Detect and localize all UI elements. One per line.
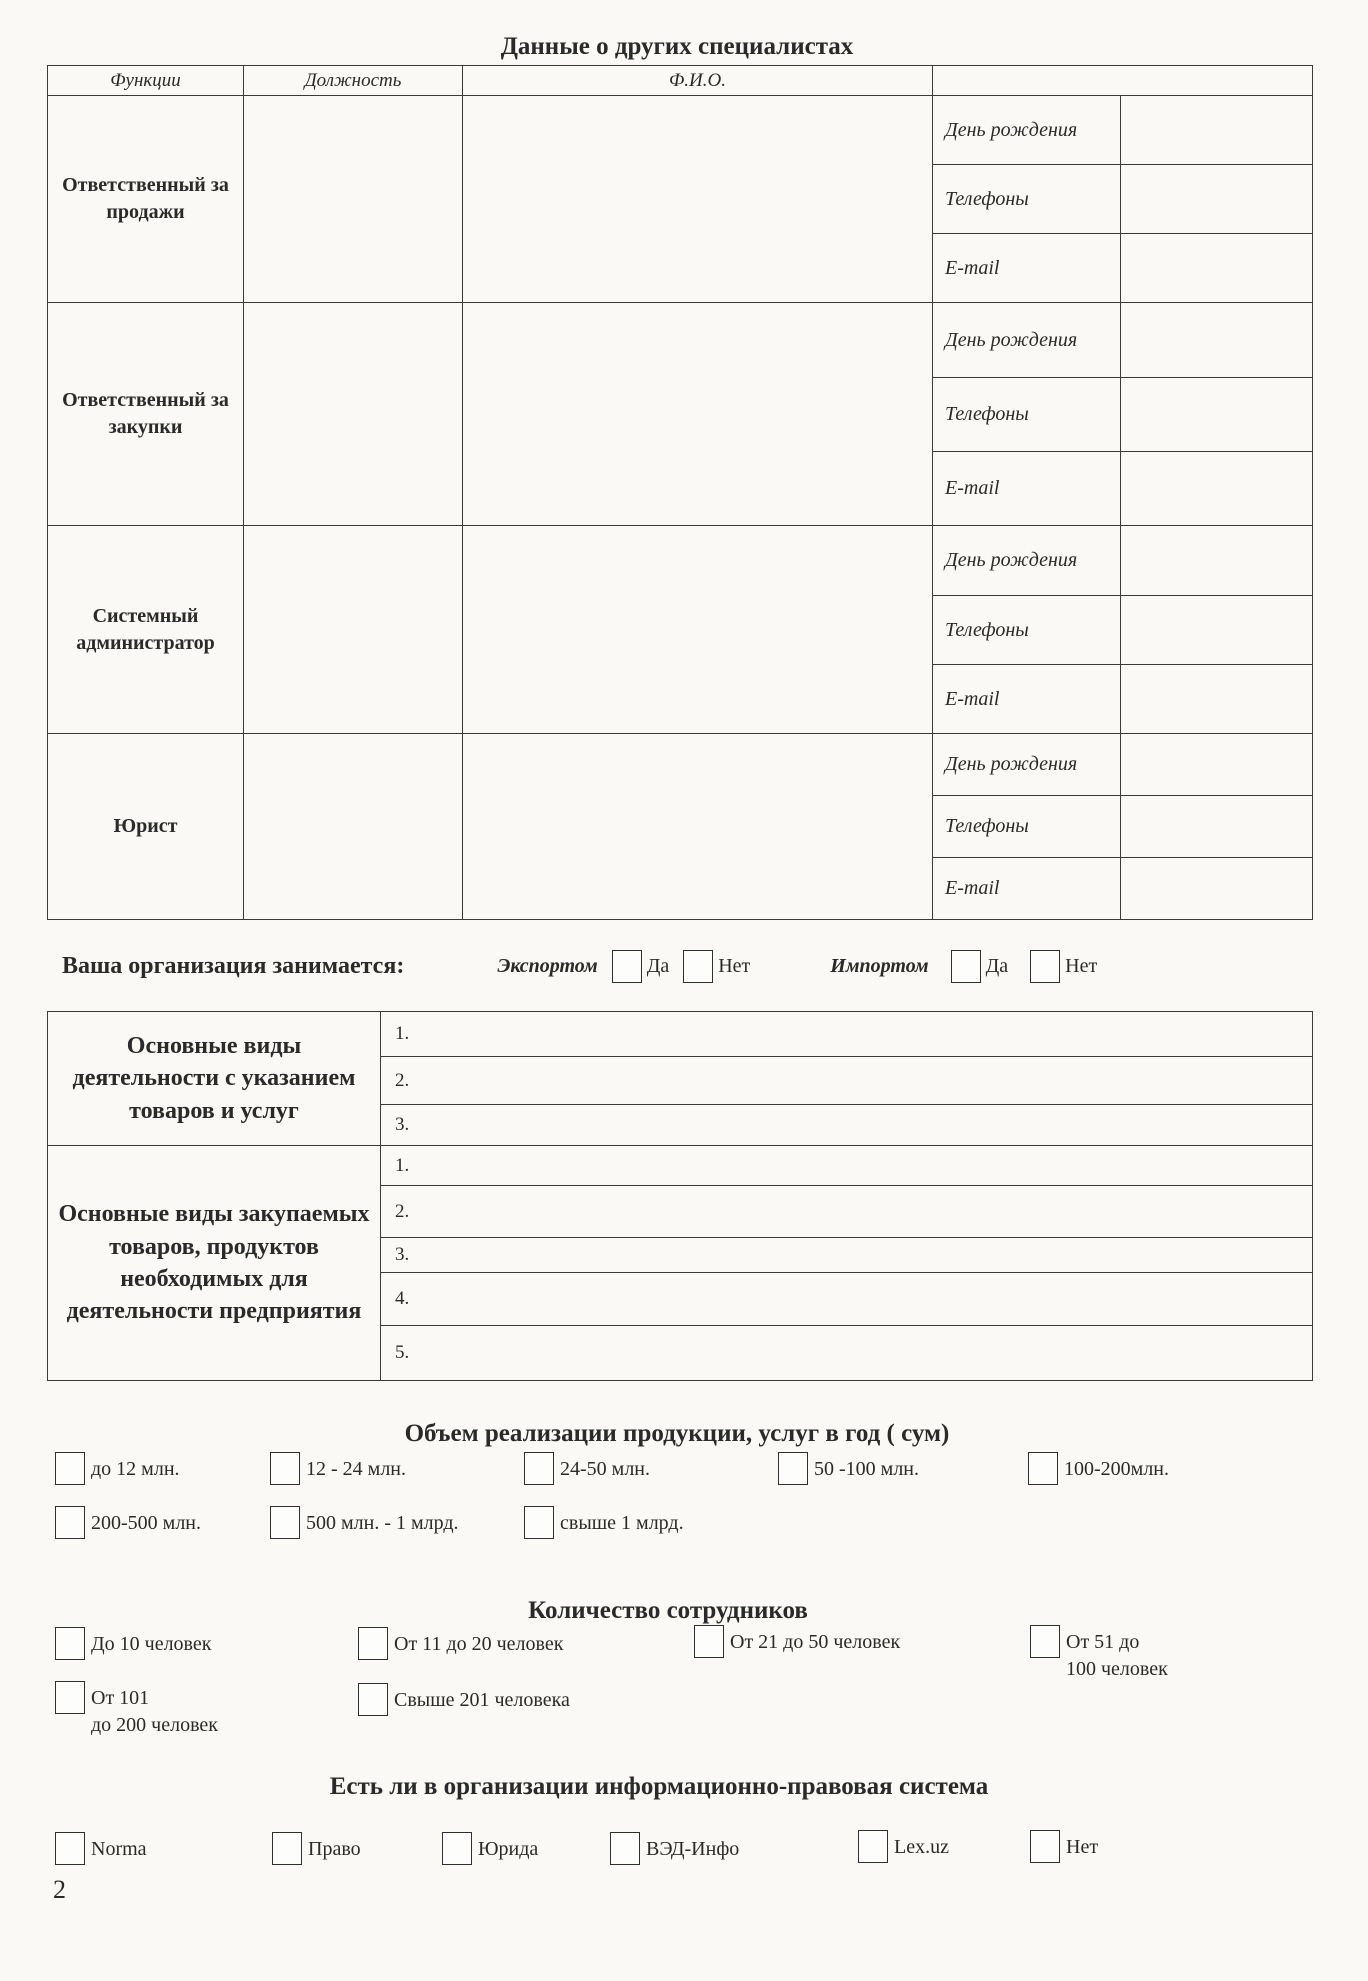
header-functions: Функции <box>48 66 244 96</box>
header-contacts <box>933 66 1313 96</box>
volume-option-label: 50 -100 млн. <box>814 1458 919 1480</box>
birthday-label: День рождения <box>933 734 1121 796</box>
volume-option-label: 12 - 24 млн. <box>306 1458 406 1480</box>
org-activity-label: Ваша организация занимается: <box>62 953 405 979</box>
export-no-checkbox[interactable] <box>683 950 713 983</box>
email-label: E-mail <box>933 858 1121 920</box>
volume-option[interactable] <box>270 1506 459 1539</box>
import-label: Импортом <box>830 955 929 977</box>
birthday-label: День рождения <box>933 303 1121 378</box>
phones-field[interactable] <box>1121 596 1313 665</box>
specialists-header-row <box>48 66 1313 96</box>
export-no-label: Нет <box>718 955 751 977</box>
full-name-field[interactable] <box>463 526 933 734</box>
volume-option[interactable] <box>55 1452 180 1485</box>
purchase-row-1[interactable]: 1. <box>381 1146 1313 1186</box>
purchase-row-3[interactable]: 3. <box>381 1238 1313 1273</box>
email-field[interactable] <box>1121 234 1313 303</box>
export-yes-checkbox[interactable] <box>612 950 642 983</box>
legal-system-option[interactable] <box>272 1832 361 1865</box>
full-name-field[interactable] <box>463 303 933 526</box>
employees-option[interactable] <box>55 1681 218 1739</box>
checkbox[interactable] <box>524 1506 554 1539</box>
legal-system-option-label: Norma <box>91 1838 147 1860</box>
phones-label: Телефоны <box>933 596 1121 665</box>
volume-option-label: 500 млн. - 1 млрд. <box>306 1512 459 1534</box>
employees-option-label: Свыше 201 человека <box>394 1689 570 1711</box>
checkbox[interactable] <box>55 1452 85 1485</box>
phones-label: Телефоны <box>933 378 1121 452</box>
birthday-field[interactable] <box>1121 526 1313 596</box>
main-activity-row-3[interactable]: 3. <box>381 1105 1313 1146</box>
role-label: Системный администратор <box>76 604 215 654</box>
purchase-row-4[interactable]: 4. <box>381 1273 1313 1326</box>
volume-option[interactable] <box>524 1452 650 1485</box>
checkbox[interactable] <box>55 1832 85 1865</box>
checkbox[interactable] <box>272 1832 302 1865</box>
volume-option[interactable] <box>55 1506 201 1539</box>
purchased-goods-label: Основные виды закупаемых товаров, продуктов необходимых для деятельности предприятия <box>48 1146 381 1381</box>
specialists-title: Данные о других специалистах <box>500 33 854 60</box>
header-position: Должность <box>244 66 463 96</box>
role-label: Ответственный за продажи <box>62 174 229 223</box>
role-sysadmin <box>48 526 244 734</box>
phones-field[interactable] <box>1121 165 1313 234</box>
volume-option-label: до 12 млн. <box>91 1458 180 1480</box>
birthday-label: День рождения <box>933 526 1121 596</box>
checkbox[interactable] <box>55 1506 85 1539</box>
checkbox[interactable] <box>524 1452 554 1485</box>
checkbox[interactable] <box>1030 1625 1060 1658</box>
checkbox[interactable] <box>778 1452 808 1485</box>
phones-field[interactable] <box>1121 378 1313 452</box>
checkbox[interactable] <box>1030 1830 1060 1863</box>
employees-option[interactable] <box>358 1627 563 1660</box>
checkbox[interactable] <box>442 1832 472 1865</box>
employees-option[interactable] <box>55 1627 211 1660</box>
purchase-row-2[interactable]: 2. <box>381 1186 1313 1238</box>
legal-system-option[interactable] <box>1030 1830 1098 1863</box>
volume-option-label: свыше 1 млрд. <box>560 1512 684 1534</box>
phones-label: Телефоны <box>933 165 1121 234</box>
volume-title: Объем реализации продукции, услуг в год ( сум) <box>404 1420 950 1447</box>
role-lawyer <box>48 734 244 920</box>
checkbox[interactable] <box>610 1832 640 1865</box>
volume-option-label: 200-500 млн. <box>91 1512 201 1534</box>
legal-system-option[interactable] <box>55 1832 147 1865</box>
volume-option[interactable] <box>1028 1452 1169 1485</box>
role-label: Юрист <box>113 815 178 837</box>
legal-system-title: Есть ли в организации информационно-правовая система <box>329 1773 989 1800</box>
email-field[interactable] <box>1121 858 1313 920</box>
volume-option-label: 24-50 млн. <box>560 1458 650 1480</box>
volume-option[interactable] <box>524 1506 684 1539</box>
email-field[interactable] <box>1121 665 1313 734</box>
activities-table <box>47 1011 1313 1381</box>
employees-option-label-line2: 100 человек <box>1066 1658 1168 1680</box>
employees-option[interactable] <box>694 1625 900 1658</box>
org-activity-row <box>62 950 1097 983</box>
position-field[interactable] <box>244 734 463 920</box>
email-label: E-mail <box>933 234 1121 303</box>
purchase-row-5[interactable]: 5. <box>381 1326 1313 1381</box>
role-sales <box>48 96 244 303</box>
email-label: E-mail <box>933 665 1121 734</box>
import-yes-label: Да <box>985 955 1009 977</box>
position-field[interactable] <box>244 526 463 734</box>
volume-option-label: 100-200млн. <box>1064 1458 1169 1480</box>
position-field[interactable] <box>244 303 463 526</box>
role-purchasing <box>48 303 244 526</box>
page-number: 2 <box>53 1875 66 1904</box>
employees-option-label: От 51 до <box>1066 1631 1140 1653</box>
checkbox[interactable] <box>358 1627 388 1660</box>
legal-system-option-label: Право <box>308 1838 361 1860</box>
import-yes-checkbox[interactable] <box>951 950 981 983</box>
checkbox[interactable] <box>270 1452 300 1485</box>
main-activity-row-1[interactable]: 1. <box>381 1012 1313 1057</box>
full-name-field[interactable] <box>463 96 933 303</box>
header-full-name: Ф.И.О. <box>463 66 933 96</box>
volume-option[interactable] <box>778 1452 919 1485</box>
birthday-field[interactable] <box>1121 303 1313 378</box>
employees-option-label: От 21 до 50 человек <box>730 1631 901 1653</box>
position-field[interactable] <box>244 96 463 303</box>
legal-system-option-label: Lex.uz <box>894 1836 949 1858</box>
employees-option-label: От 101 <box>91 1687 150 1709</box>
employees-option-label: До 10 человек <box>91 1633 212 1655</box>
checkbox[interactable] <box>1028 1452 1058 1485</box>
phones-field[interactable] <box>1121 796 1313 858</box>
employees-title: Количество сотрудников <box>528 1597 808 1624</box>
import-no-checkbox[interactable] <box>1030 950 1060 983</box>
checkbox[interactable] <box>358 1683 388 1716</box>
full-name-field[interactable] <box>463 734 933 920</box>
checkbox[interactable] <box>55 1681 85 1714</box>
employees-option-label: От 11 до 20 человек <box>394 1633 564 1655</box>
role-label: Ответственный за закупки <box>62 389 229 438</box>
checkbox[interactable] <box>270 1506 300 1539</box>
legal-system-option[interactable] <box>610 1832 739 1865</box>
volume-option[interactable] <box>270 1452 406 1485</box>
checkbox[interactable] <box>55 1627 85 1660</box>
main-activity-row-2[interactable]: 2. <box>381 1057 1313 1105</box>
legal-system-option-label: Юрида <box>478 1838 539 1860</box>
import-no-label: Нет <box>1065 955 1098 977</box>
birthday-field[interactable] <box>1121 734 1313 796</box>
main-activities-label: Основные виды деятельности с указанием товаров и услуг <box>48 1012 381 1146</box>
email-label: E-mail <box>933 452 1121 526</box>
legal-system-option-label: ВЭД-Инфо <box>646 1838 740 1860</box>
employees-option-label-line2: до 200 человек <box>91 1714 219 1736</box>
checkbox[interactable] <box>694 1625 724 1658</box>
legal-system-option[interactable] <box>858 1830 949 1863</box>
specialists-table <box>47 65 1313 920</box>
phones-label: Телефоны <box>933 796 1121 858</box>
checkbox[interactable] <box>858 1830 888 1863</box>
birthday-field[interactable] <box>1121 96 1313 165</box>
legal-system-option-label: Нет <box>1066 1836 1099 1858</box>
employees-option[interactable] <box>358 1683 570 1716</box>
email-field[interactable] <box>1121 452 1313 526</box>
export-yes-label: Да <box>646 955 670 977</box>
employees-option[interactable] <box>1030 1625 1168 1683</box>
legal-system-option[interactable] <box>442 1832 538 1865</box>
export-label: Экспортом <box>497 955 598 977</box>
birthday-label: День рождения <box>933 96 1121 165</box>
